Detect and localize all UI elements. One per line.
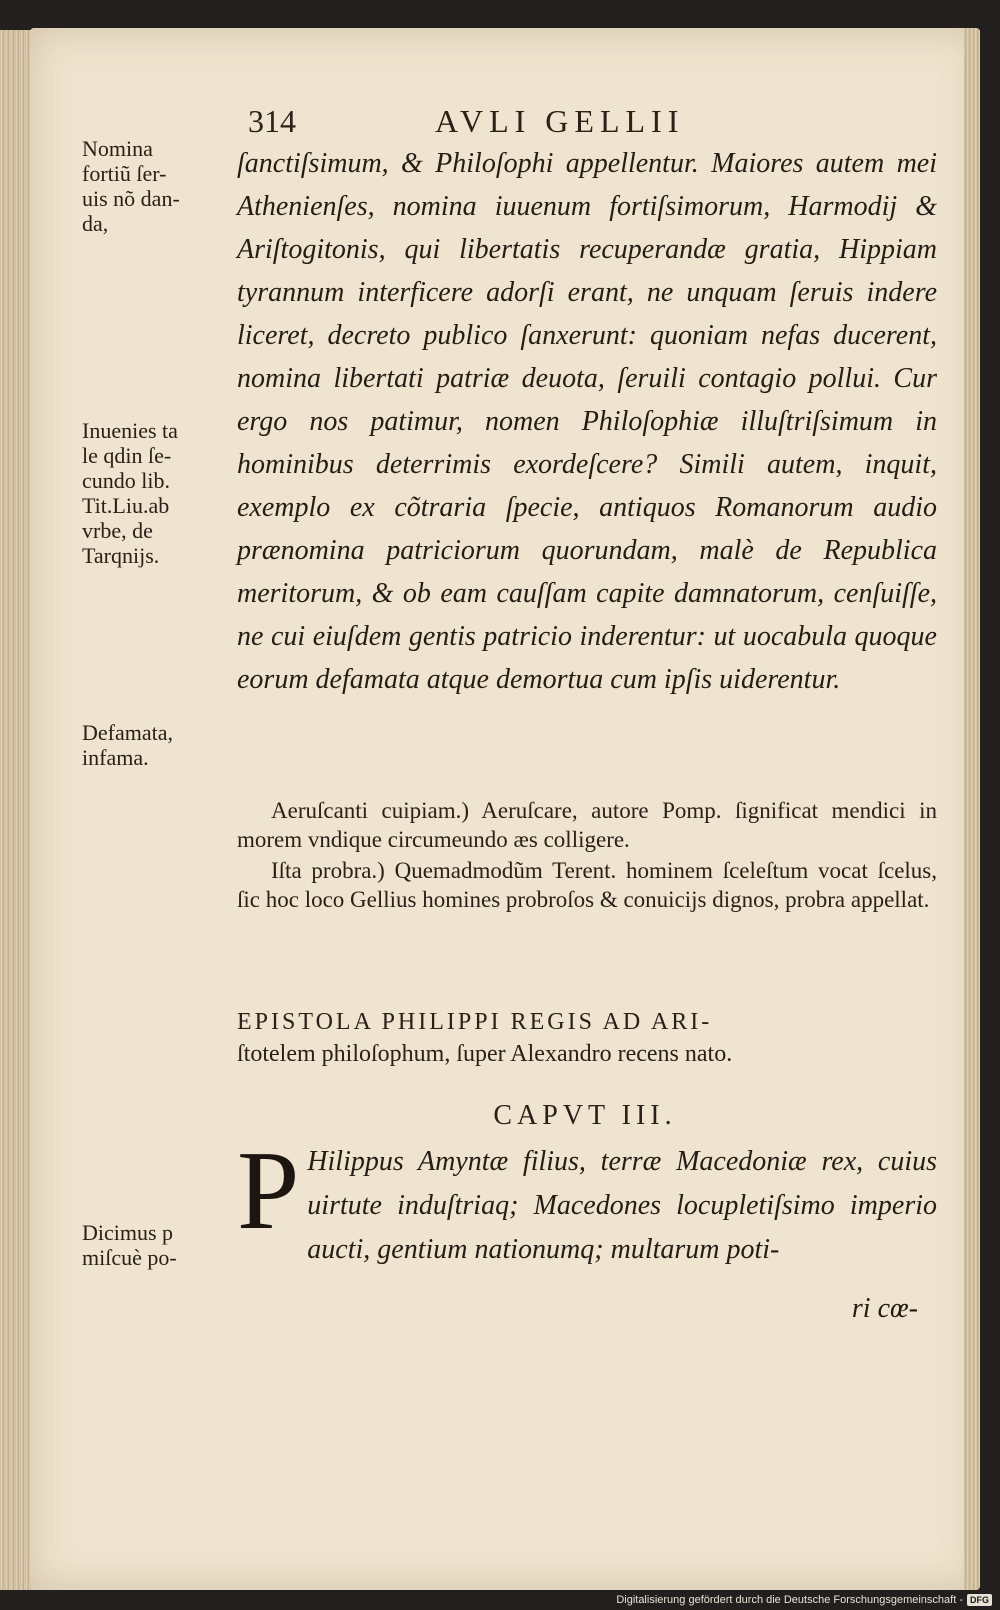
- dfg-logo-icon: DFG: [967, 1594, 992, 1606]
- book-page-edges-right: [964, 28, 980, 1590]
- running-head: AVLI GELLII: [435, 103, 685, 139]
- main-text-paragraph: ſanctiſsimum, & Philoſophi appellentur. Maiores autem mei Athenienſes, nomina iuuenum fortiſsimorum, Harmodij & Ariſtogitonis, qui libertatis recuperandæ gratia, Hippiam tyrannum interficere adorſi erant, ne unquam ſeruis indere liceret, decreto publico ſanxerunt: quoniam nefas ducerent, nomina libertati patriæ deuota, ſeruili contagio pollui. Cur ergo nos patimur, nomen Philoſophiæ illuſtriſsimum in hominibus deterrimis exordeſcere? Simili autem, inquit, exemplo ex cõtraria ſpecie, antiquos Romanorum audio prænomina patriciorum quorundam, malè de Republica meritorum, & ob eam cauſſam capite damnatorum, cenſuiſſe, ne cui eiuſdem gentis patricio inderentur: ut uocabula quoque eorum defamata atque demortua cum ipſis uiderentur.: [237, 148, 937, 695]
- drop-cap-initial: P: [237, 1129, 300, 1253]
- book-page: [30, 28, 980, 1590]
- margin-note-defamata: Defamata, infama.: [82, 720, 173, 770]
- margin-note-nomina: Nomina fortiũ ſer- uis nõ dan- da,: [82, 136, 180, 236]
- chapter-text-paragraph: Hilippus Amyntæ filius, terræ Macedoniæ rex, cuius uirtute induſtriaq; Macedones locupletiſsimo imperio aucti, gentium nationumq; multarum poti-: [307, 1146, 937, 1265]
- epistola-heading-caps: EPISTOLA PHILIPPI REGIS AD ARI-: [237, 1009, 713, 1035]
- catchword: ri cœ-: [851, 1293, 918, 1324]
- margin-note-dicimus: Dicimus p miſcuè po-: [82, 1220, 177, 1270]
- chapter-text-block: [237, 1129, 937, 1272]
- commentary-block: [237, 796, 937, 916]
- digitization-credit-text: Digitalisierung gefördert durch die Deutsche Forschungsgemeinschaft -: [616, 1594, 963, 1606]
- commentary-note-ista-probra: Iſta probra.) Quemadmodũm Terent. hominem ſceleſtum vocat ſcelus, ſic hoc loco Gellius homines probroſos & conuicijs dignos, probra appellat.: [237, 858, 937, 912]
- page-number: 314: [248, 103, 296, 139]
- commentary-note-aeruscanti: Aeruſcanti cuipiam.) Aeruſcare, autore Pomp. ſignificat mendici in morem vndique circumeundo æs colligere.: [237, 798, 937, 852]
- digitization-credit: [616, 1594, 992, 1606]
- main-text-block: [237, 142, 937, 701]
- chapter-heading: CAPVT III.: [493, 1100, 677, 1131]
- epistola-heading-rest: ſtotelem philoſophum, ſuper Alexandro recens nato.: [237, 1041, 733, 1067]
- epistola-heading: [237, 1006, 937, 1070]
- margin-note-inuenies: Inuenies ta le qdin ſe- cundo lib. Tit.Liu.ab vrbe, de Tarqnijs.: [82, 418, 178, 568]
